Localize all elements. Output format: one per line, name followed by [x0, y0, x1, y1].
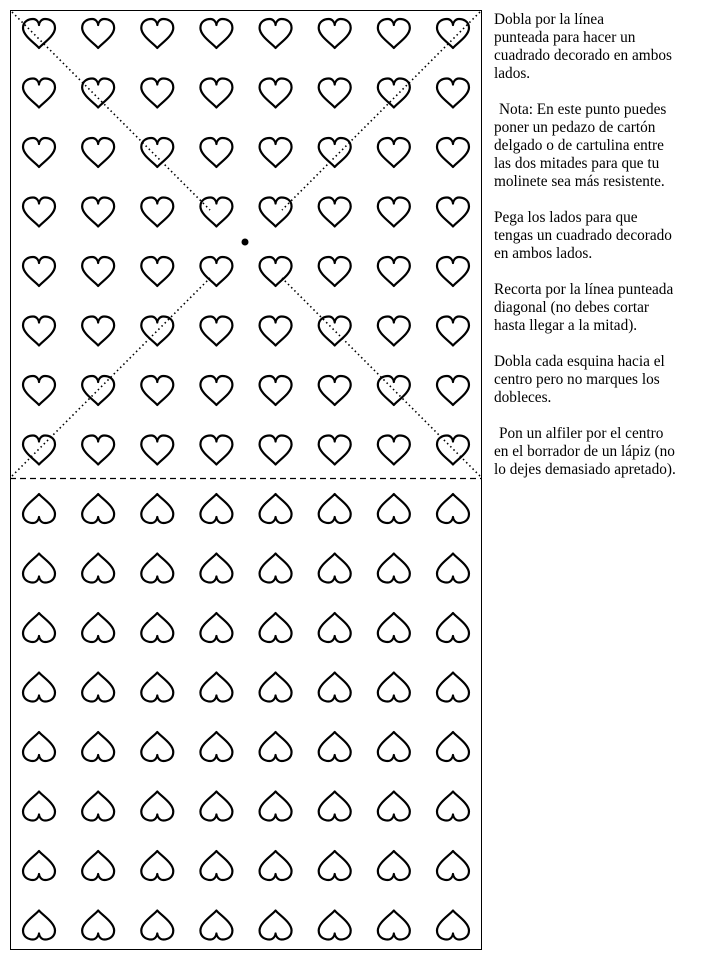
instruction-note: Nota: En este punto puedes poner un pedazo de cartón delgado o de cartulina entre las dos mitades para que tu molinete sea más resistente. [494, 101, 667, 190]
instruction-step-4: Dobla cada esquina hacia el centro pero no marques los dobleces. [494, 353, 665, 406]
instruction-step-1: Dobla por la línea punteada para hacer un cuadrado decorado en ambos lados. [494, 11, 672, 82]
pinwheel-template-sheet [10, 10, 482, 950]
center-pin-dot [242, 239, 249, 246]
instruction-step-2: Pega los lados para que tengas un cuadrado decorado en ambos lados. [494, 209, 672, 262]
instruction-step-5: Pon un alfiler por el centro en el borrador de un lápiz (no lo dejes demasiado apretado). [494, 425, 676, 478]
sheet-border [11, 11, 482, 950]
instruction-step-3: Recorta por la línea punteada diagonal (no debes cortar hasta llegar a la mitad). [494, 281, 674, 334]
instructions-panel [494, 11, 716, 497]
